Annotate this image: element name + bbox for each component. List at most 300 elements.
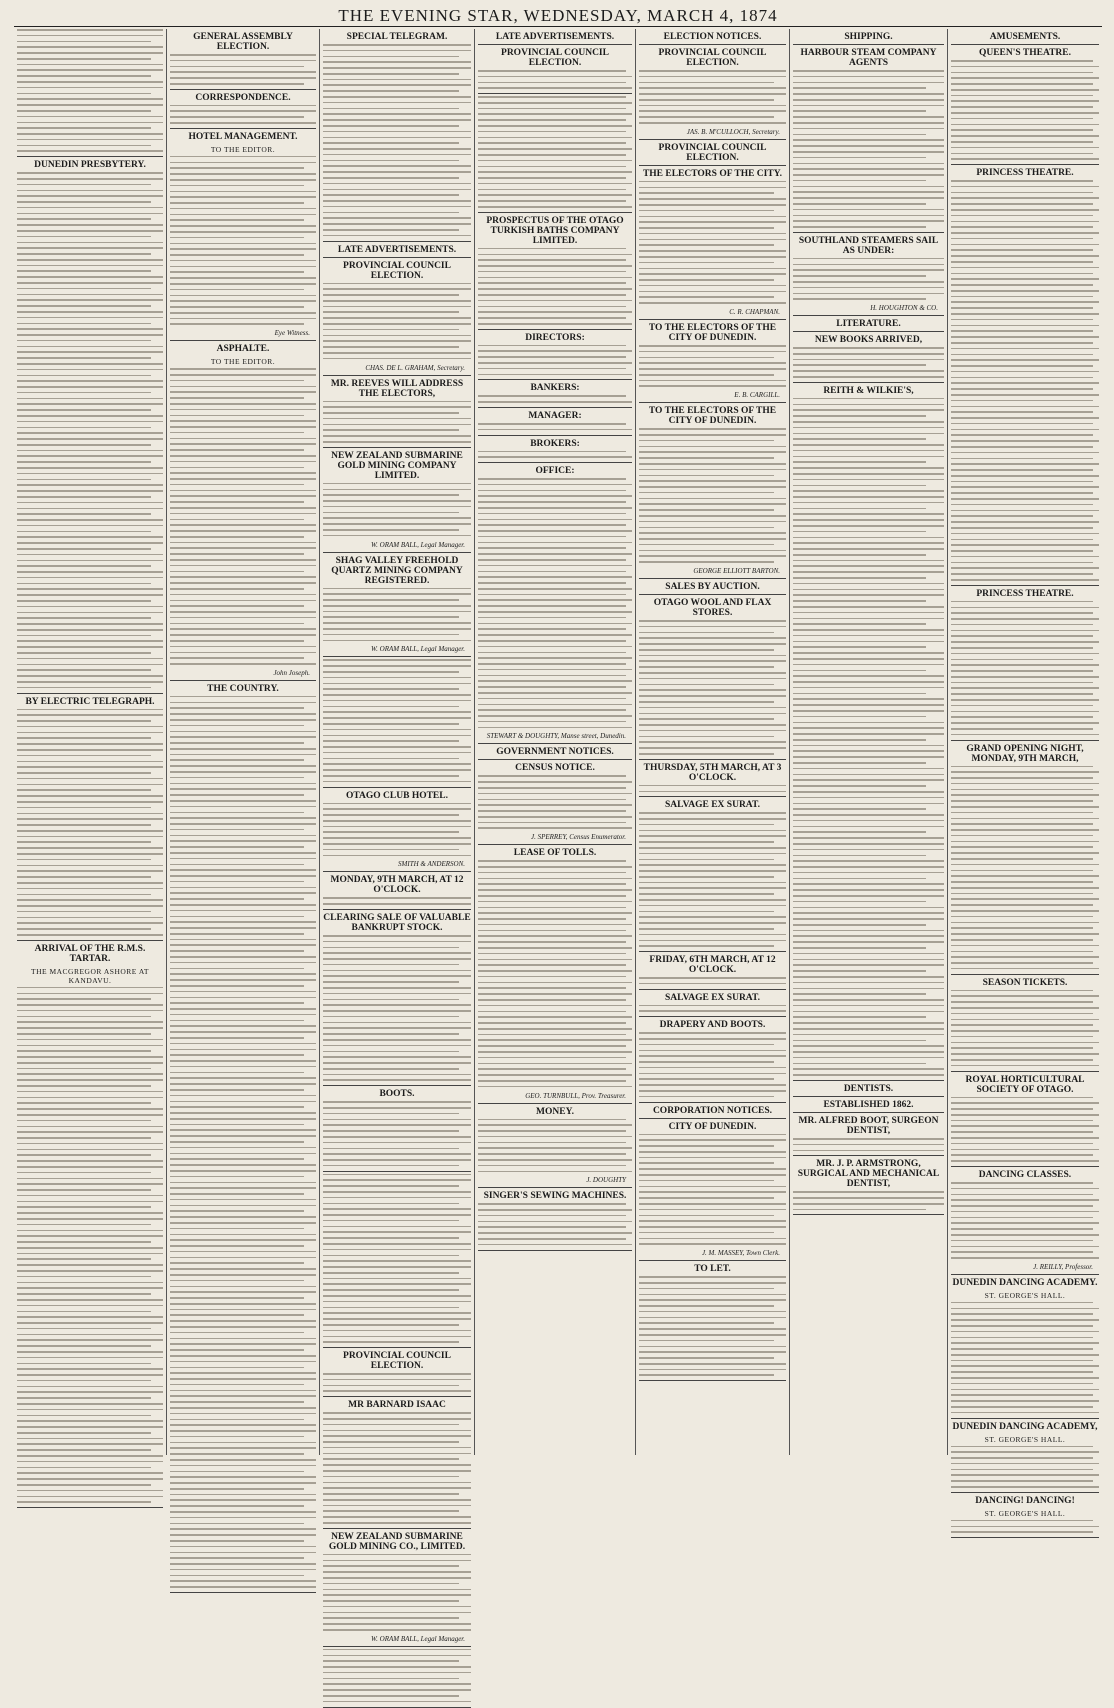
text-line	[17, 87, 163, 89]
text-line	[478, 1130, 626, 1132]
text-line	[170, 277, 316, 279]
text-line	[17, 577, 163, 579]
text-line	[17, 519, 163, 521]
text-line	[17, 150, 163, 152]
text-line	[793, 1191, 944, 1193]
text-line	[170, 817, 316, 819]
text-line	[17, 761, 163, 763]
text-line	[951, 1102, 1099, 1104]
text-line	[639, 785, 786, 787]
text-line	[17, 1062, 163, 1064]
article-block	[323, 1532, 471, 1647]
text-line	[639, 498, 786, 500]
text-line	[170, 1234, 316, 1236]
signature: J. M. MASSEY, Town Clerk.	[701, 1249, 780, 1258]
text-line	[793, 1150, 944, 1152]
text-line	[639, 521, 786, 523]
section-heading: DUNEDIN DANCING ACADEMY,	[952, 1421, 1098, 1432]
text-line	[17, 35, 163, 37]
text-line	[951, 887, 1099, 889]
text-line	[951, 777, 1093, 779]
text-line	[323, 1174, 471, 1176]
text-line	[793, 912, 944, 914]
text-line	[170, 1054, 304, 1056]
text-line	[951, 1205, 1093, 1207]
text-line	[639, 1174, 786, 1176]
text-line	[323, 317, 471, 319]
text-line	[17, 110, 151, 112]
text-line	[639, 296, 774, 298]
text-line	[17, 218, 151, 220]
text-line	[323, 142, 459, 144]
text-line	[323, 683, 471, 685]
text-line	[478, 559, 626, 561]
text-line	[639, 357, 774, 359]
text-line	[793, 110, 926, 112]
text-line	[639, 1061, 774, 1063]
section-heading: TO THE ELECTORS OF THE CITY OF DUNEDIN.	[648, 406, 777, 427]
text-line	[323, 1464, 471, 1466]
text-line	[793, 1045, 944, 1047]
text-line	[323, 346, 459, 348]
text-line	[323, 1629, 471, 1631]
text-line	[17, 81, 163, 83]
text-line	[170, 1471, 304, 1473]
text-line	[170, 956, 316, 958]
text-line	[323, 1330, 471, 1332]
body-text	[951, 601, 1099, 736]
text-line	[478, 652, 626, 654]
text-line	[170, 507, 316, 509]
text-line	[170, 904, 316, 906]
text-line	[639, 718, 774, 720]
text-line	[951, 783, 1099, 785]
article-block	[170, 93, 316, 129]
text-line	[323, 665, 471, 667]
body-text	[951, 1302, 1099, 1413]
divider	[170, 89, 316, 90]
text-line	[951, 1406, 1093, 1408]
text-line	[478, 1074, 632, 1076]
text-line	[951, 618, 1099, 620]
text-line	[323, 1220, 459, 1222]
text-line	[17, 807, 151, 809]
text-line	[170, 806, 316, 808]
section-heading: ARRIVAL OF THE R.M.S. TARTAR.	[34, 943, 146, 964]
text-line	[323, 535, 471, 537]
text-line	[323, 1027, 471, 1029]
article-block	[323, 791, 471, 873]
text-line	[17, 242, 163, 244]
text-line	[639, 262, 774, 264]
text-line	[793, 750, 944, 752]
text-line	[17, 122, 163, 124]
text-line	[170, 295, 316, 297]
text-line	[170, 1106, 304, 1108]
text-line	[951, 296, 1093, 298]
text-line	[793, 122, 944, 124]
text-line	[323, 1179, 471, 1181]
text-line	[639, 678, 786, 680]
text-line	[17, 1449, 151, 1451]
text-line	[478, 872, 626, 874]
text-line	[323, 84, 471, 86]
column-4	[474, 29, 635, 1455]
text-line	[951, 722, 1099, 724]
text-line	[478, 259, 626, 261]
text-line	[951, 794, 1099, 796]
text-line	[323, 941, 471, 943]
text-line	[478, 576, 632, 578]
text-line	[478, 490, 626, 492]
divider	[323, 552, 471, 553]
text-line	[323, 1159, 471, 1161]
text-line	[17, 230, 163, 232]
text-line	[323, 1185, 459, 1187]
section-heading: PRINCESS THEATRE.	[976, 588, 1074, 599]
text-line	[323, 1341, 459, 1343]
text-line	[639, 475, 774, 477]
text-line	[323, 897, 471, 899]
text-line	[478, 288, 632, 290]
text-line	[639, 812, 786, 814]
text-line	[17, 1305, 163, 1307]
text-line	[951, 1053, 1099, 1055]
text-line	[478, 484, 632, 486]
text-line	[793, 687, 944, 689]
text-line	[323, 781, 471, 783]
text-line	[17, 882, 163, 884]
text-line	[951, 812, 1093, 814]
article-block	[639, 1020, 786, 1102]
text-line	[639, 440, 774, 442]
text-line	[170, 289, 304, 291]
text-line	[170, 1332, 304, 1334]
text-line	[793, 134, 926, 136]
text-line	[639, 1243, 786, 1245]
text-line	[793, 554, 926, 556]
body-text	[793, 347, 944, 378]
text-line	[793, 675, 944, 677]
text-line	[170, 208, 316, 210]
text-line	[793, 860, 944, 862]
text-line	[170, 1245, 304, 1247]
text-line	[323, 903, 471, 905]
text-line	[951, 330, 1093, 332]
text-line	[478, 513, 626, 515]
article-block	[951, 1278, 1099, 1419]
section-subheading: ST. GEORGE'S HALL.	[984, 1434, 1066, 1444]
text-line	[170, 731, 316, 733]
text-line	[793, 1144, 944, 1146]
text-line	[170, 1309, 316, 1311]
text-line	[951, 1313, 1093, 1315]
text-line	[323, 729, 471, 731]
section-heading: PROVINCIAL COUNCIL ELECTION.	[658, 142, 767, 163]
text-line	[793, 623, 926, 625]
text-line	[323, 999, 459, 1001]
text-line	[17, 409, 151, 411]
text-line	[323, 1430, 471, 1432]
text-line	[170, 840, 316, 842]
text-line	[951, 556, 1099, 558]
text-line	[17, 1322, 163, 1324]
text-line	[170, 829, 304, 831]
text-line	[793, 935, 944, 937]
text-line	[323, 424, 471, 426]
text-line	[951, 659, 1093, 661]
article-block	[951, 1496, 1099, 1538]
text-line	[323, 223, 471, 225]
text-line	[17, 830, 163, 832]
text-line	[170, 1494, 316, 1496]
text-line	[17, 993, 163, 995]
text-line	[639, 87, 786, 89]
article-block	[793, 236, 944, 316]
text-line	[639, 268, 786, 270]
text-line	[951, 1348, 1093, 1350]
text-line	[793, 1068, 944, 1070]
section-heading: QUEEN'S THEATRE.	[978, 48, 1072, 58]
divider	[478, 44, 632, 45]
divider	[478, 329, 632, 330]
text-line	[951, 699, 1099, 701]
text-line	[951, 1217, 1093, 1219]
text-line	[793, 693, 926, 695]
text-line	[170, 864, 304, 866]
text-line	[170, 1575, 304, 1577]
text-line	[17, 346, 163, 348]
text-line	[793, 722, 944, 724]
text-line	[639, 1096, 774, 1098]
text-line	[951, 475, 1099, 477]
text-line	[17, 1270, 163, 1272]
text-line	[793, 1028, 944, 1030]
text-line	[639, 695, 786, 697]
text-line	[478, 993, 632, 995]
text-line	[951, 440, 1099, 442]
text-line	[323, 1499, 471, 1501]
section-heading: CORPORATION NOTICES.	[652, 1105, 773, 1116]
article-block	[323, 245, 471, 258]
text-line	[323, 1336, 471, 1338]
text-line	[17, 52, 163, 54]
text-line	[170, 898, 304, 900]
text-line	[17, 421, 163, 423]
text-line	[951, 452, 1099, 454]
text-line	[170, 1424, 316, 1426]
text-line	[951, 147, 1099, 149]
text-line	[793, 473, 944, 475]
divider	[17, 156, 163, 157]
signature: W. ORAM BALL, Legal Manager.	[370, 645, 465, 654]
signature: E. B. CARGILL.	[734, 391, 780, 400]
body-text	[478, 70, 632, 89]
text-line	[170, 846, 304, 848]
text-line	[17, 1195, 163, 1197]
text-line	[170, 852, 316, 854]
text-line	[793, 467, 944, 469]
divider	[478, 407, 632, 408]
text-line	[170, 1557, 304, 1559]
text-line	[951, 371, 1099, 373]
text-line	[951, 573, 1093, 575]
article-block	[951, 978, 1099, 1072]
text-line	[17, 847, 163, 849]
text-line	[17, 859, 151, 861]
text-line	[323, 1142, 471, 1144]
text-line	[17, 133, 163, 135]
section-heading: PROSPECTUS OF THE OTAGO TURKISH BATHS COMPANY LIMITED.	[486, 215, 624, 246]
text-line	[323, 323, 471, 325]
text-line	[951, 1188, 1099, 1190]
text-line	[793, 542, 944, 544]
text-line	[170, 260, 316, 262]
text-line	[478, 368, 626, 370]
text-line	[478, 721, 626, 723]
article-block	[639, 323, 786, 403]
divider	[323, 1085, 471, 1086]
text-line	[951, 290, 1099, 292]
text-line	[793, 1209, 926, 1211]
text-line	[323, 79, 471, 81]
body-text	[951, 60, 1099, 160]
text-line	[17, 536, 163, 538]
text-line	[323, 677, 471, 679]
text-line	[323, 288, 471, 290]
text-line	[793, 1022, 944, 1024]
text-line	[170, 105, 316, 107]
text-line	[478, 171, 632, 173]
text-line	[639, 1067, 786, 1069]
text-line	[17, 276, 163, 278]
text-line	[323, 1307, 459, 1309]
text-line	[639, 561, 774, 563]
text-line	[478, 594, 626, 596]
text-line	[478, 248, 626, 250]
text-line	[323, 235, 471, 237]
text-line	[170, 426, 316, 428]
text-line	[639, 893, 774, 895]
text-line	[793, 739, 926, 741]
text-line	[170, 116, 304, 118]
text-line	[793, 353, 944, 355]
text-line	[17, 1183, 163, 1185]
text-line	[323, 1649, 471, 1651]
text-line	[951, 1383, 1093, 1385]
text-line	[951, 630, 1099, 632]
text-line	[17, 432, 163, 434]
text-line	[170, 60, 316, 62]
text-line	[639, 922, 786, 924]
text-line	[793, 93, 944, 95]
text-line	[170, 1205, 316, 1207]
signature: SMITH & ANDERSON.	[398, 860, 465, 869]
body-text	[478, 248, 632, 325]
divider	[951, 740, 1099, 741]
text-line	[478, 924, 632, 926]
text-line	[951, 1160, 1099, 1162]
article-block	[323, 379, 471, 448]
text-line	[793, 82, 944, 84]
text-line	[951, 1030, 1099, 1032]
section-heading: DANCING CLASSES.	[978, 1169, 1072, 1180]
text-line	[323, 1505, 471, 1507]
text-line	[478, 356, 626, 358]
text-line	[17, 795, 163, 797]
article-block	[478, 411, 632, 436]
text-line	[639, 905, 786, 907]
text-line	[478, 912, 632, 914]
text-line	[170, 736, 316, 738]
text-line	[793, 756, 944, 758]
text-line	[951, 1480, 1093, 1482]
text-line	[17, 1091, 163, 1093]
text-line	[478, 907, 626, 909]
text-line	[323, 1594, 471, 1596]
text-line	[323, 1701, 471, 1703]
text-line	[170, 1147, 316, 1149]
text-line	[170, 420, 316, 422]
text-line	[793, 450, 944, 452]
text-line	[478, 686, 626, 688]
text-line	[951, 469, 1093, 471]
article-block	[639, 143, 786, 166]
text-line	[478, 131, 626, 133]
section-heading: BROKERS:	[530, 438, 580, 449]
text-line	[17, 1166, 163, 1168]
text-line	[793, 404, 944, 406]
text-line	[478, 1063, 632, 1065]
text-line	[17, 1484, 151, 1486]
text-line	[951, 664, 1099, 666]
text-line	[170, 306, 304, 308]
text-line	[17, 247, 163, 249]
text-line	[478, 254, 632, 256]
text-line	[478, 878, 632, 880]
text-line	[17, 836, 163, 838]
text-line	[323, 1487, 471, 1489]
text-line	[170, 1580, 316, 1582]
body-text	[951, 1097, 1099, 1162]
text-line	[17, 29, 163, 31]
text-line	[951, 307, 1093, 309]
signature: H. HOUGHTON & CO.	[870, 304, 938, 313]
text-line	[951, 562, 1093, 564]
text-line	[793, 220, 944, 222]
text-line	[17, 1056, 163, 1058]
text-line	[323, 947, 459, 949]
text-line	[170, 1343, 316, 1345]
text-line	[951, 806, 1099, 808]
text-line	[17, 467, 163, 469]
text-line	[951, 789, 1093, 791]
text-line	[323, 1318, 471, 1320]
text-line	[639, 911, 774, 913]
text-line	[170, 1499, 316, 1501]
text-line	[323, 634, 459, 636]
text-line	[951, 313, 1099, 315]
text-line	[951, 278, 1099, 280]
text-line	[17, 207, 163, 209]
text-line	[951, 244, 1099, 246]
text-line	[793, 444, 944, 446]
text-line	[323, 1226, 471, 1228]
text-line	[793, 843, 944, 845]
text-line	[793, 191, 944, 193]
text-line	[639, 1038, 786, 1040]
column-6	[789, 29, 947, 1455]
